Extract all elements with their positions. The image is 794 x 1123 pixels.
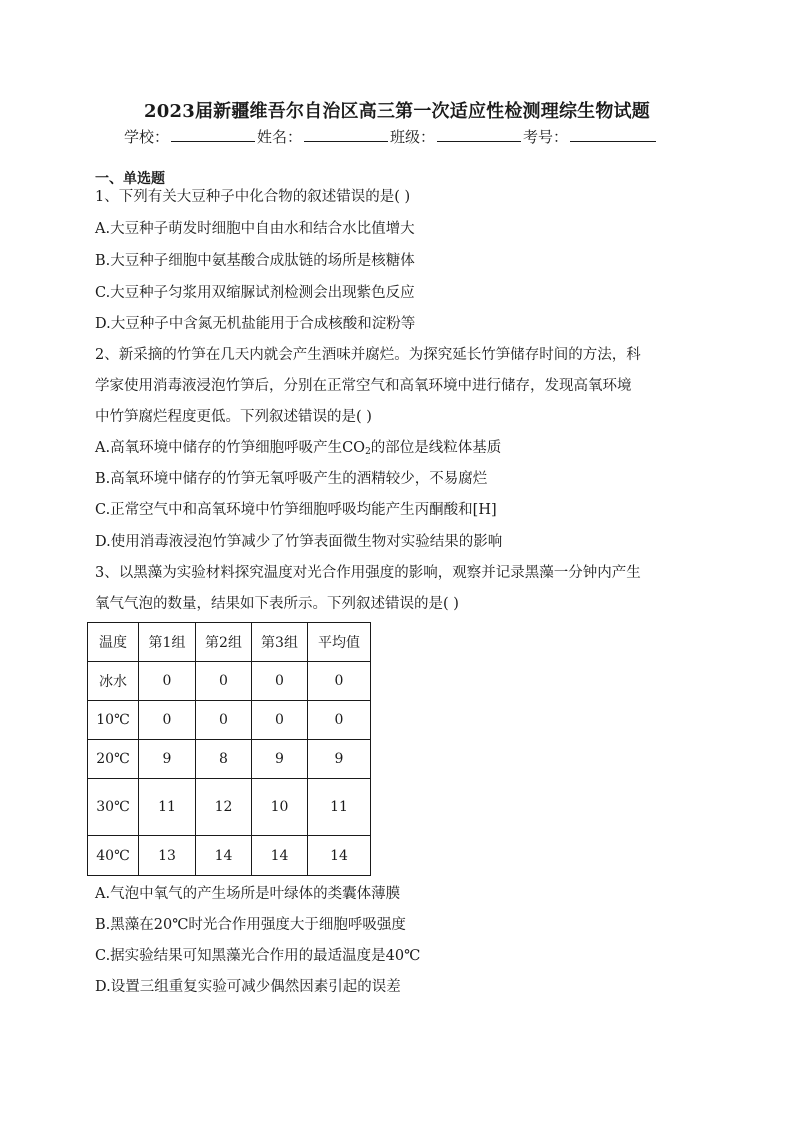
q1-option-d: D.大豆种子中含氮无机盐能用于合成核酸和淀粉等 <box>95 316 416 332</box>
q1-option-a: A.大豆种子萌发时细胞中自由水和结合水比值增大 <box>95 221 415 237</box>
table-cell: 0 <box>252 662 308 701</box>
table-row <box>88 701 371 740</box>
table-row <box>88 836 371 876</box>
section-heading: 一、单选题 <box>95 171 165 187</box>
table-cell: 10 <box>252 779 308 836</box>
q2-stem-line-1: 2、新采摘的竹笋在几天内就会产生酒味并腐烂。为探究延长竹笋储存时间的方法，科 <box>95 347 641 363</box>
table-cell: 0 <box>139 662 196 701</box>
table-cell: 冰水 <box>88 662 139 701</box>
q3-option-a: A.气泡中氧气的产生场所是叶绿体的类囊体薄膜 <box>95 886 401 902</box>
table-row <box>88 740 371 779</box>
table-cell: 14 <box>308 836 371 876</box>
school-blank <box>171 125 255 142</box>
q3-option-b: B.黑藻在20℃时光合作用强度大于细胞呼吸强度 <box>95 917 406 933</box>
exam-number-label: 考号： <box>523 128 569 146</box>
table-cell: 0 <box>252 701 308 740</box>
table-cell: 12 <box>196 779 252 836</box>
table-cell: 40℃ <box>88 836 139 876</box>
q2-option-a-subscript: 2 <box>365 447 371 457</box>
school-label: 学校： <box>124 128 170 146</box>
table-cell: 14 <box>252 836 308 876</box>
student-info-line <box>124 125 658 147</box>
table-cell: 14 <box>196 836 252 876</box>
q1-stem: 1、下列有关大豆种子中化合物的叙述错误的是( ) <box>95 189 411 205</box>
table-cell: 0 <box>139 701 196 740</box>
table-cell: 13 <box>139 836 196 876</box>
q3-option-d: D.设置三组重复实验可减少偶然因素引起的误差 <box>95 979 401 995</box>
q3-option-c: C.据实验结果可知黑藻光合作用的最适温度是40℃ <box>95 948 421 964</box>
q3-stem-line-2: 氧气气泡的数量，结果如下表所示。下列叙述错误的是( ) <box>95 596 459 612</box>
name-blank <box>304 125 388 142</box>
class-blank <box>437 125 521 142</box>
q1-option-b: B.大豆种子细胞中氨基酸合成肽链的场所是核糖体 <box>95 253 415 269</box>
table-header-row <box>88 623 371 662</box>
table-cell: 10℃ <box>88 701 139 740</box>
q2-option-a <box>95 438 501 458</box>
table-header-cell: 第2组 <box>196 623 252 662</box>
table-header-cell: 温度 <box>88 623 139 662</box>
class-label: 班级： <box>390 128 436 146</box>
table-row <box>88 662 371 701</box>
q3-stem-line-1: 3、以黑藻为实验材料探究温度对光合作用强度的影响，观察并记录黑藻一分钟内产生 <box>95 565 641 581</box>
exam-title: 2023届新疆维吾尔自治区高三第一次适应性检测理综生物试题 <box>144 101 650 122</box>
table-header-cell: 平均值 <box>308 623 371 662</box>
table-cell: 0 <box>196 662 252 701</box>
q2-option-d: D.使用消毒液浸泡竹笋减少了竹笋表面微生物对实验结果的影响 <box>95 534 503 550</box>
table-cell: 9 <box>308 740 371 779</box>
table-cell: 11 <box>139 779 196 836</box>
q1-option-c: C.大豆种子匀浆用双缩脲试剂检测会出现紫色反应 <box>95 285 415 301</box>
table-row <box>88 779 371 836</box>
table-cell: 8 <box>196 740 252 779</box>
name-label: 姓名： <box>257 128 303 146</box>
table-cell: 0 <box>196 701 252 740</box>
table-header-cell: 第3组 <box>252 623 308 662</box>
table-cell: 0 <box>308 701 371 740</box>
q2-option-c: C.正常空气中和高氧环境中竹笋细胞呼吸均能产生丙酮酸和[H] <box>95 502 497 518</box>
table-cell: 9 <box>139 740 196 779</box>
exam-number-blank <box>570 125 656 142</box>
q2-option-a-text-end: 的部位是线粒体基质 <box>370 440 502 456</box>
table-cell: 20℃ <box>88 740 139 779</box>
table-cell: 30℃ <box>88 779 139 836</box>
q2-option-a-text: A.高氧环境中储存的竹笋细胞呼吸产生CO <box>95 440 366 456</box>
table-cell: 9 <box>252 740 308 779</box>
q2-stem-line-2: 学家使用消毒液浸泡竹笋后，分别在正常空气和高氧环境中进行储存，发现高氧环境 <box>95 378 632 394</box>
results-table <box>87 622 371 876</box>
table-cell: 11 <box>308 779 371 836</box>
q2-stem-line-3: 中竹笋腐烂程度更低。下列叙述错误的是( ) <box>95 409 372 425</box>
table-cell: 0 <box>308 662 371 701</box>
q2-option-b: B.高氧环境中储存的竹笋无氧呼吸产生的酒精较少，不易腐烂 <box>95 471 488 487</box>
table-header-cell: 第1组 <box>139 623 196 662</box>
